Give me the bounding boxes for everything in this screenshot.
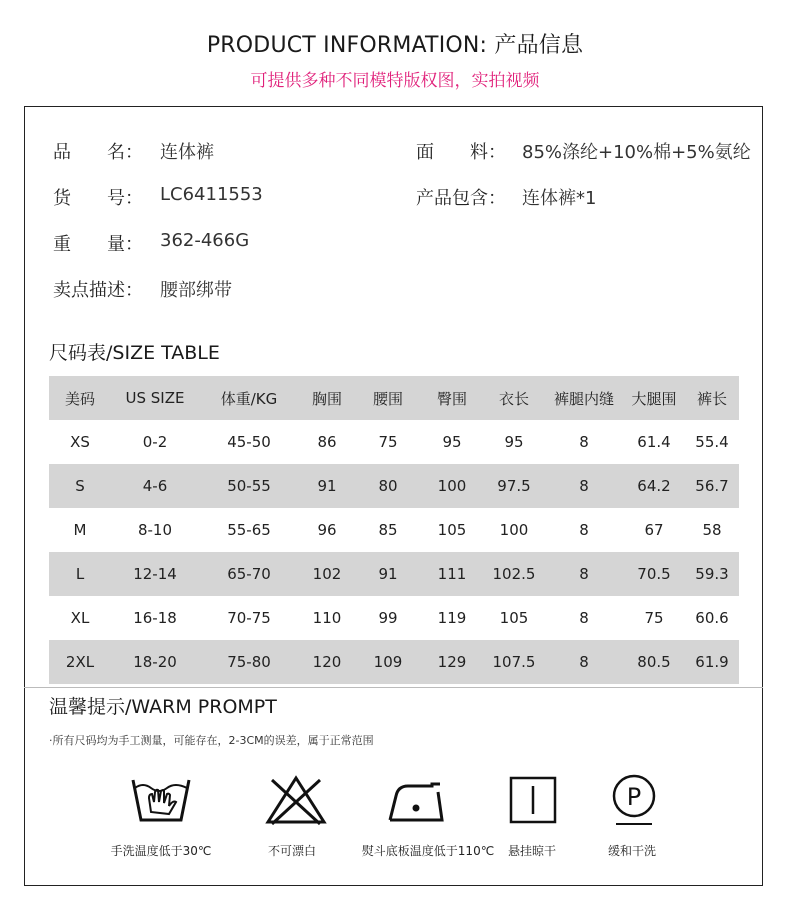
table-cell: 102 [299, 552, 355, 596]
table-cell: 80 [355, 464, 421, 508]
table-cell: 95 [442, 433, 462, 451]
table-cell: 129 [421, 640, 483, 684]
table-cell: XS [70, 433, 90, 451]
table-cell: 18-20 [111, 640, 199, 684]
no-bleach-icon [226, 772, 366, 828]
material-label: 面 料： [416, 142, 506, 163]
header-cell: 裤长 [685, 376, 739, 420]
table-cell: 65-70 [199, 552, 299, 596]
table-cell: 4-6 [111, 464, 199, 508]
svg-text:P: P [626, 783, 642, 811]
table-cell: 16-18 [133, 609, 177, 627]
table-cell: 109 [355, 640, 421, 684]
table-row [49, 420, 739, 464]
table-cell: 8 [579, 609, 589, 627]
table-cell: 97.5 [483, 464, 545, 508]
header-cell: 胸围 [299, 376, 355, 420]
care-label: 手洗温度低于30℃ [110, 844, 212, 858]
table-cell: 70.5 [623, 552, 685, 596]
table-cell: 8 [579, 521, 589, 539]
feature-value: 腰部绑带 [160, 280, 232, 301]
table-cell: 8 [545, 640, 623, 684]
hand-wash-icon [91, 772, 231, 828]
table-cell: 45-50 [227, 433, 271, 451]
header-cell: 体重/KG [199, 376, 299, 420]
table-cell: 70-75 [227, 609, 271, 627]
size-table-title: 尺码表/SIZE TABLE [49, 342, 220, 364]
sku-value: LC6411553 [160, 184, 263, 205]
table-cell: 119 [437, 609, 467, 627]
table-cell: 75 [378, 433, 398, 451]
table-cell: 105 [437, 521, 467, 539]
dry-clean-p-icon [564, 772, 704, 828]
care-label: 熨斗底板温度低于110℃ [361, 844, 495, 858]
table-cell: 111 [421, 552, 483, 596]
measurement-note: ·所有尺码均为手工测量，可能存在，2-3CM的误差，属于正常范围 [49, 734, 374, 747]
table-cell: 107.5 [483, 640, 545, 684]
material-value: 85%涤纶+10%棉+5%氨纶 [522, 142, 751, 163]
table-cell: 95 [504, 433, 524, 451]
care-label: 悬挂晾干 [507, 844, 556, 858]
table-row [49, 508, 739, 552]
table-cell: 75 [644, 609, 664, 627]
header-cell: 裤腿内缝 [545, 376, 623, 420]
table-cell: 8-10 [137, 521, 173, 539]
table-cell: 99 [378, 609, 398, 627]
size-table [49, 376, 739, 684]
table-cell: 8 [579, 433, 589, 451]
table-cell: 12-14 [111, 552, 199, 596]
header-cell: 衣长 [483, 376, 545, 420]
header-cell: 臀围 [421, 376, 483, 420]
table-cell: 8 [545, 464, 623, 508]
table-cell: 55-65 [227, 521, 271, 539]
table-cell: 0-2 [142, 433, 168, 451]
table-cell: 91 [299, 464, 355, 508]
table-cell: 56.7 [685, 464, 739, 508]
table-cell: 60.6 [695, 609, 729, 627]
care-label: 不可漂白 [267, 844, 316, 858]
table-row [49, 464, 739, 508]
care-label: 缓和干洗 [607, 844, 656, 858]
table-cell: 120 [299, 640, 355, 684]
table-cell: 100 [421, 464, 483, 508]
table-cell: L [49, 552, 111, 596]
table-cell: 85 [378, 521, 398, 539]
name-value: 连体裤 [160, 142, 214, 163]
table-cell: 61.4 [637, 433, 671, 451]
table-cell: 105 [499, 609, 529, 627]
table-cell: 59.3 [685, 552, 739, 596]
table-cell: 75-80 [199, 640, 299, 684]
table-cell: 67 [644, 521, 664, 539]
table-cell: 50-55 [199, 464, 299, 508]
weight-label: 重 量： [53, 234, 143, 255]
table-cell: 91 [355, 552, 421, 596]
table-cell: M [73, 521, 87, 539]
table-cell: 80.5 [623, 640, 685, 684]
page-title: PRODUCT INFORMATION: 产品信息 [206, 33, 584, 58]
includes-value: 连体裤*1 [522, 188, 597, 209]
table-cell: 102.5 [483, 552, 545, 596]
table-cell: 110 [312, 609, 342, 627]
feature-label: 卖点描述： [53, 280, 143, 301]
header-cell: 美码 [49, 376, 111, 420]
page-subtitle: 可提供多种不同模特版权图，实拍视频 [250, 71, 540, 91]
table-cell: 8 [545, 552, 623, 596]
table-row [49, 640, 739, 684]
table-cell: 55.4 [695, 433, 729, 451]
table-cell: 96 [317, 521, 337, 539]
header-cell: US SIZE [111, 376, 199, 420]
table-row [49, 596, 739, 640]
table-cell: 64.2 [623, 464, 685, 508]
includes-label: 产品包含： [416, 188, 506, 209]
table-cell: XL [70, 609, 90, 627]
warm-prompt-title: 温馨提示/WARM PROMPT [49, 696, 277, 718]
table-cell: 2XL [49, 640, 111, 684]
table-cell: S [49, 464, 111, 508]
sku-label: 货 号： [53, 188, 143, 209]
section-divider [24, 687, 763, 688]
header-cell: 大腿围 [623, 376, 685, 420]
name-label: 品 名： [53, 142, 143, 163]
table-cell: 58 [702, 521, 722, 539]
table-row [49, 552, 739, 596]
table-cell: 100 [499, 521, 529, 539]
header-cell: 腰围 [355, 376, 421, 420]
size-table-header [49, 376, 739, 420]
table-cell: 61.9 [685, 640, 739, 684]
table-cell: 86 [317, 433, 337, 451]
weight-value: 362-466G [160, 230, 250, 251]
